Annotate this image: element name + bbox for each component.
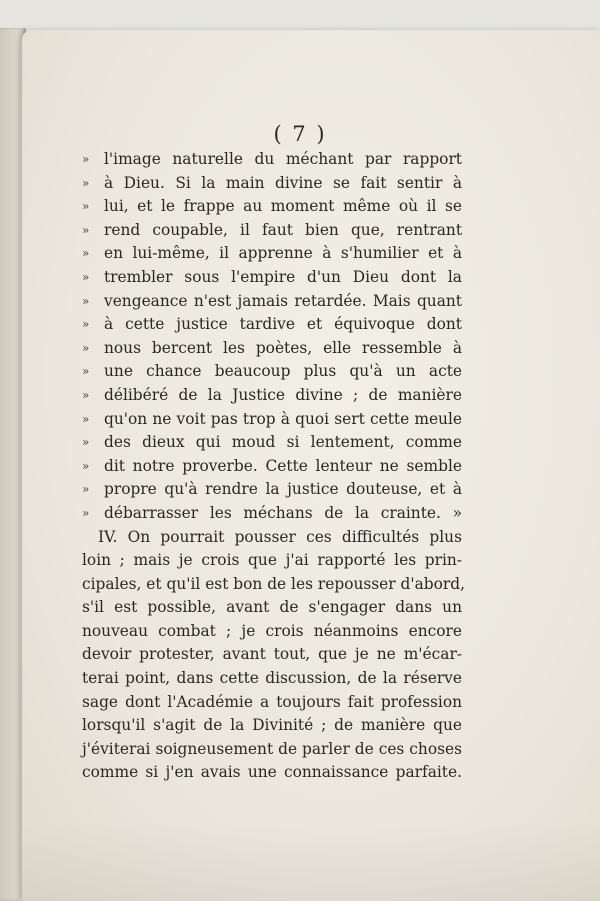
quote-mark: »: [82, 387, 90, 402]
page-number: ( 7 ): [273, 122, 327, 146]
quote-line-text: l'image naturelle du méchant par rapport: [104, 150, 462, 168]
quote-line-text: à cette justice tardive et équivoque dont: [104, 315, 462, 334]
paragraph-line: j'éviterai soigneusement de parler de ces choses: [82, 739, 462, 758]
quote-line: [82, 172, 462, 196]
paragraph-line: lorsqu'il s'agit de la Divinité ; de manière que: [82, 716, 462, 735]
quote-mark: »: [82, 364, 90, 379]
quote-mark: »: [82, 435, 90, 450]
page-shadow: [22, 820, 600, 901]
quote-line-text: délibéré de la Justice divine ; de manière: [104, 385, 462, 404]
paragraph-line: nouveau combat ; je crois néanmoins encore: [82, 621, 462, 640]
quote-line-text: débarrasser les méchans de la crainte. »: [104, 503, 462, 522]
quote-line-text: nous bercent les poètes, elle ressemble à: [104, 338, 462, 357]
quote-mark: »: [82, 269, 90, 284]
paragraph-line: comme si j'en avais une connaissance parfaite.: [82, 763, 462, 782]
quote-mark: »: [82, 340, 90, 355]
quote-line: [82, 502, 462, 526]
quote-mark: »: [82, 411, 90, 426]
quote-line: [82, 290, 462, 314]
quote-line-text: des dieux qui moud si lentement, comme: [104, 433, 462, 452]
paragraph-line: s'il est possible, avant de s'engager dans un: [82, 598, 462, 617]
quote-line-text: trembler sous l'empire d'un Dieu dont la: [104, 267, 462, 286]
quote-mark: »: [82, 152, 90, 166]
quote-mark: »: [82, 293, 90, 308]
quote-line: [82, 455, 462, 479]
quote-line: [82, 148, 462, 172]
paragraph-line: loin ; mais je crois que j'ai rapporté les prin-: [82, 551, 462, 570]
quote-line-text: en lui-même, il apprenne à s'humilier et à: [104, 244, 462, 263]
quote-mark: »: [82, 458, 90, 473]
paragraph-line: sage dont l'Académie a toujours fait profession: [82, 692, 462, 711]
quote-line-text: dit notre proverbe. Cette lenteur ne semble: [104, 456, 462, 475]
paragraph-line: IV. On pourrait pousser ces difficultés plus: [98, 527, 462, 546]
quote-line: [82, 266, 462, 290]
quote-line-text: à Dieu. Si la main divine se fait sentir à: [104, 173, 462, 192]
quote-line: [82, 384, 462, 408]
quote-line-text: vengeance n'est jamais retardée. Mais quant: [104, 291, 462, 310]
quote-line: [82, 195, 462, 219]
quote-line: [82, 313, 462, 337]
quote-mark: »: [82, 175, 90, 190]
quote-line: [82, 219, 462, 243]
quote-line: [82, 408, 462, 432]
quote-line: [82, 478, 462, 502]
quote-mark: »: [82, 222, 90, 237]
quote-line: [82, 337, 462, 361]
paragraph-line: terai point, dans cette discussion, de la réserve: [82, 669, 462, 688]
quote-mark: »: [82, 246, 90, 261]
quote-mark: »: [82, 317, 90, 332]
quote-mark: »: [82, 199, 90, 214]
quote-line-text: propre qu'à rendre la justice douteuse, et à: [104, 480, 462, 499]
paragraph-line: cipales, et qu'il est bon de les repousser d'abord,: [82, 574, 466, 593]
quote-mark: »: [82, 482, 90, 497]
quote-line: [82, 242, 462, 266]
quote-line-text: une chance beaucoup plus qu'à un acte: [104, 362, 462, 381]
paragraph-line: devoir protester, avant tout, que je ne m'écar-: [82, 645, 462, 664]
quote-line-text: qu'on ne voit pas trop à quoi sert cette meule: [104, 409, 462, 428]
quote-mark: »: [82, 505, 90, 520]
quote-line: [82, 360, 462, 384]
page-text: [82, 148, 466, 785]
quote-line-text: rend coupable, il faut bien que, rentrant: [104, 220, 462, 239]
quote-line: [82, 431, 462, 455]
quote-line-text: lui, et le frappe au moment même où il se: [104, 197, 462, 216]
